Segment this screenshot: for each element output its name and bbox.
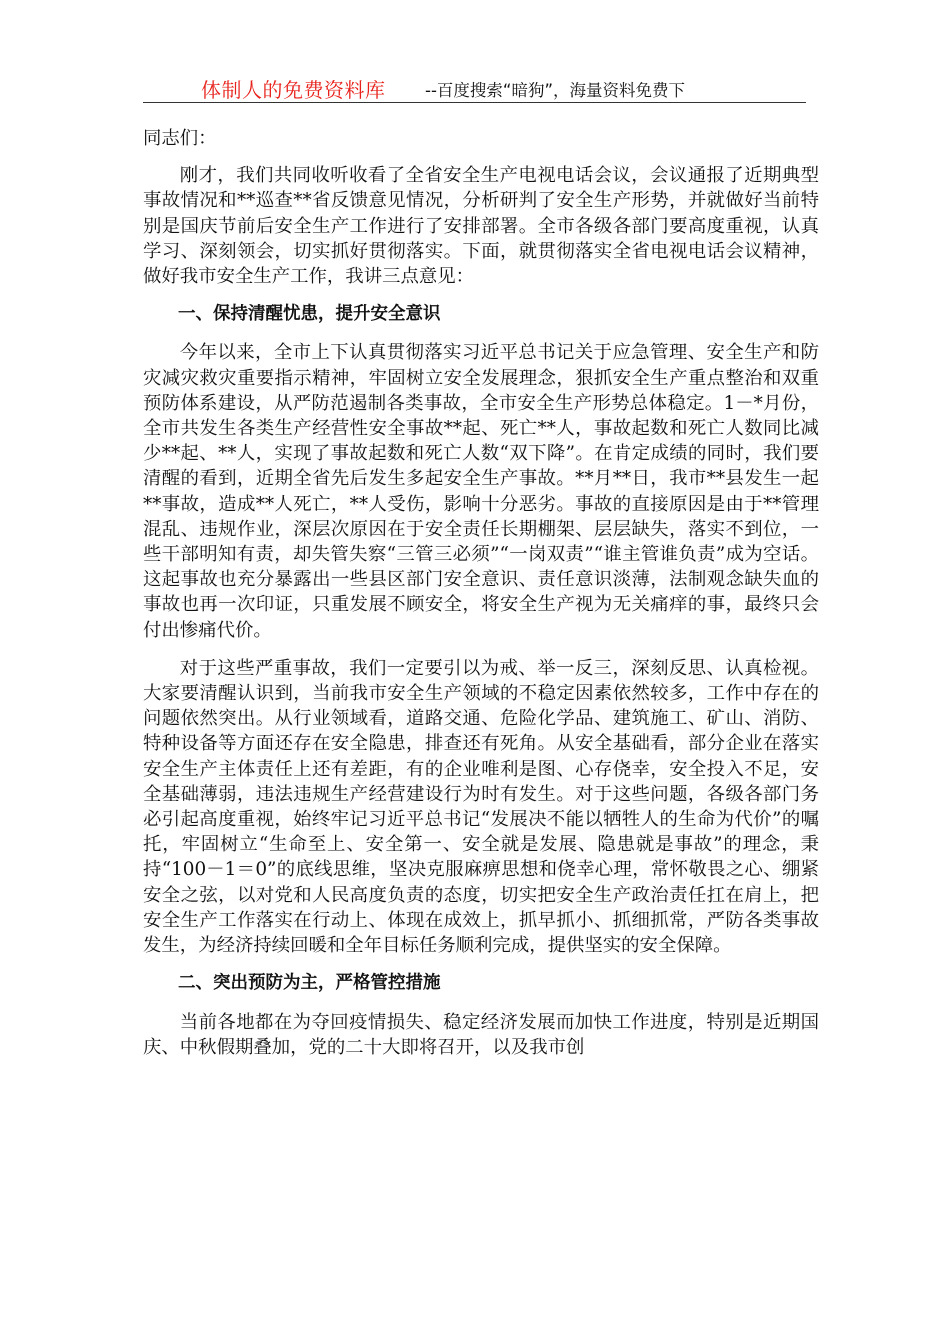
header-brand-text: 体制人的免费资料库 <box>201 78 386 102</box>
intro-paragraph: 刚才，我们共同收听收看了全省安全生产电视电话会议，会议通报了近期典型事故情况和**巡查**省反馈意见情况，分析研判了安全生产形势，并就做好当前特别是国庆节前后安全生产工作进行了安排部署。全市各级各部门要高度重视，认真学习、深刻领会，切实抓好贯彻落实。下面，就贯彻落实全省电视电话会议精神，做好我市安全生产工作，我讲三点意见： <box>143 165 819 288</box>
section-2-paragraph-1: 当前各地都在为夺回疫情损失、稳定经济发展而加快工作进度，特别是近期国庆、中秋假期叠加，党的二十大即将召开，以及我市创 <box>143 1011 819 1058</box>
page-header <box>143 72 806 103</box>
section-2-heading: 二、突出预防为主，严格管控措施 <box>178 973 441 994</box>
section-1-heading: 一、保持清醒忧患，提升安全意识 <box>178 304 441 325</box>
salutation: 同志们： <box>143 128 217 149</box>
header-tagline: --百度搜索“暗狗”，海量资料免费下 <box>425 81 686 100</box>
document-body <box>143 126 819 1073</box>
section-1-paragraph-1: 今年以来，全市上下认真贯彻落实习近平总书记关于应急管理、安全生产和防灾减灾救灾重要指示精神，牢固树立安全发展理念，狠抓安全生产重点整治和双重预防体系建设，从严防范遏制各类事故，全市安全生产形势总体稳定。1－*月份，全市共发生各类生产经营性安全事故**起、死亡**人，事故起数和死亡人数同比减少**起、**人，实现了事故起数和死亡人数“双下降”。在肯定成绩的同时，我们要清醒的看到，近期全省先后发生多起安全生产事故。**月**日，我市**县发生一起**事故，造成**人死亡，**人受伤，影响十分恶劣。事故的直接原因是由于**管理混乱、违规作业，深层次原因在于安全责任长期棚架、层层缺失，落实不到位，一些干部明知有责，却失管失察“三管三必须”“一岗双责”“谁主管谁负责”成为空话。这起事故也充分暴露出一些县区部门安全意识、责任意识淡薄，法制观念缺失血的事故也再一次印证，只重发展不顾安全，将安全生产视为无关痛痒的事，最终只会付出惨痛代价。 <box>143 342 819 641</box>
section-1-paragraph-2: 对于这些严重事故，我们一定要引以为戒、举一反三，深刻反思、认真检视。大家要清醒认识到，当前我市安全生产领域的不稳定因素依然较多，工作中存在的问题依然突出。从行业领域看，道路交通、危险化学品、建筑施工、矿山、消防、特种设备等方面还存在安全隐患，排查还有死角。从安全基础看，部分企业在落实安全生产主体责任上还有差距，有的企业唯利是图、心存侥幸，安全投入不足，安全基础薄弱，违法违规生产经营建设行为时有发生。对于这些问题，各级各部门务必引起高度重视，始终牢记习近平总书记“发展决不能以牺牲人的生命为代价”的嘱托，牢固树立“生命至上、安全第一、安全就是发展、隐患就是事故”的理念，秉持“100－1＝0”的底线思维，坚决克服麻痹思想和侥幸心理，常怀敬畏之心、绷紧安全之弦，以对党和人民高度负责的态度，切实把安全生产政治责任扛在肩上，把安全生产工作落实在行动上、体现在成效上，抓早抓小、抓细抓常，严防各类事故发生，为经济持续回暖和全年目标任务顺利完成，提供坚实的安全保障。 <box>143 657 819 957</box>
